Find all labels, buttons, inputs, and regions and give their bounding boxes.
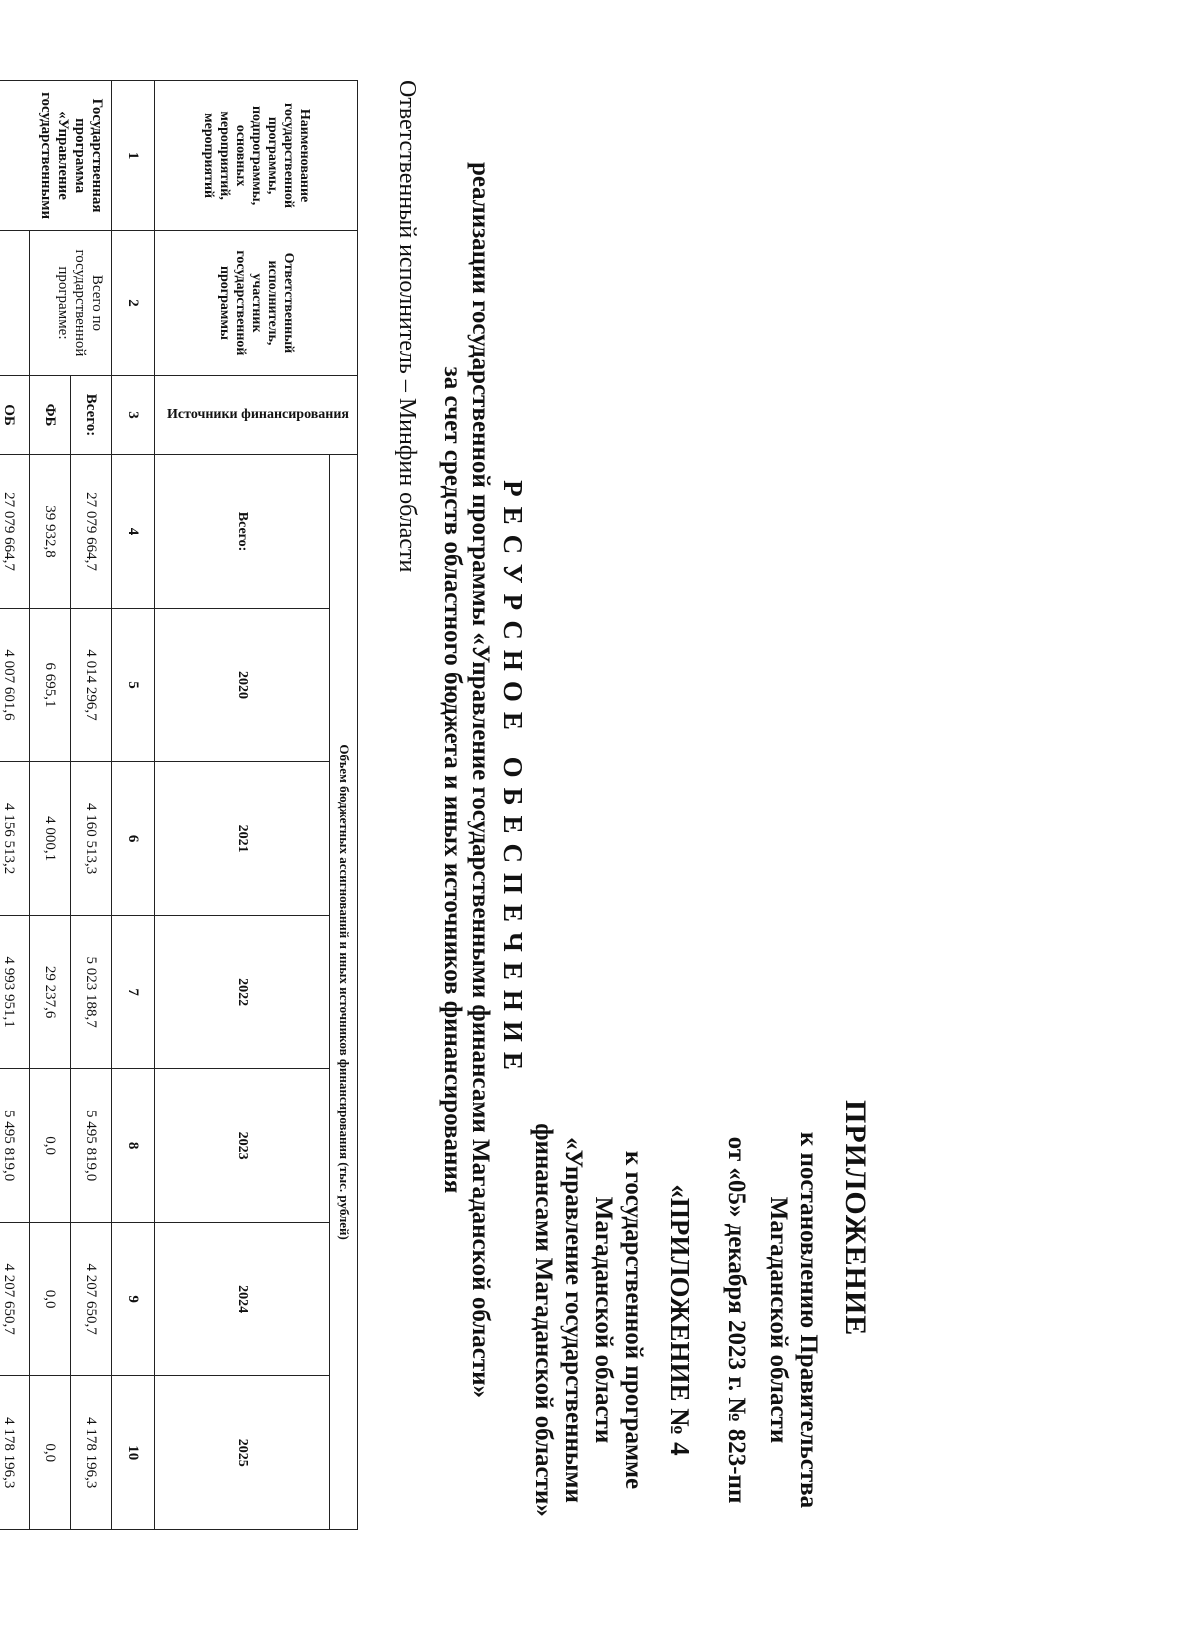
col3-header	[155, 375, 358, 455]
col-number: 9	[112, 1222, 155, 1376]
appendix-4-heading: «ПРИЛОЖЕНИЕ № 4	[665, 1184, 695, 1456]
value-cell: 27 079 664,7	[71, 455, 112, 609]
value-cell: 4 993 951,1	[0, 915, 30, 1069]
header-line-6: Магаданской области	[590, 1196, 617, 1444]
header-line-3: от «05» декабря 2023 г. № 823-пп	[723, 1136, 750, 1504]
col-number: 6	[112, 762, 155, 916]
value-cell: 4 000,1	[30, 762, 71, 916]
value-cell: 27 079 664,7	[0, 455, 30, 609]
table-row	[0, 81, 30, 1530]
source-cell: ОБ	[0, 375, 30, 455]
value-cell: 4 178 196,3	[71, 1376, 112, 1530]
year-header-2021: 2021	[155, 762, 330, 916]
col-number: 8	[112, 1069, 155, 1223]
year-header-2025: 2025	[155, 1376, 330, 1530]
value-cell: 4 156 513,2	[0, 762, 30, 916]
value-cell: 4 178 196,3	[0, 1376, 30, 1530]
value-cell: 5 495 819,0	[0, 1069, 30, 1223]
volume-header: Объем бюджетных ассигнований и иных источников финансирования (тыс. рублей)	[330, 455, 358, 1530]
value-cell: 0,0	[30, 1069, 71, 1223]
source-cell: Всего:	[71, 375, 112, 455]
header-line-2: Магаданской области	[765, 1196, 792, 1444]
value-cell: 0,0	[30, 1222, 71, 1376]
col-number: 5	[112, 608, 155, 762]
responsible-executor: Ответственный исполнитель – Минфин области	[394, 80, 420, 573]
appendix-heading: ПРИЛОЖЕНИЕ	[839, 1100, 872, 1337]
document-subtitle-2: за счет средств областного бюджета и иных источников финансирования	[439, 366, 466, 1194]
document-subtitle-1: реализации государственной программы «Управление государственными финансами Магаданской области»	[467, 161, 494, 1399]
col-number: 10	[112, 1376, 155, 1530]
col-number: 2	[112, 231, 155, 376]
value-cell: 4 160 513,3	[71, 762, 112, 916]
year-header-2024: 2024	[155, 1222, 330, 1376]
col-number: 4	[112, 455, 155, 609]
program-name-cell: Государственная программа «Управление государственными	[0, 81, 112, 231]
executor-cell: Всего по государственной программе:	[30, 231, 112, 376]
header-line-1: к постановлению Правительства	[795, 1131, 822, 1509]
value-cell: 5 495 819,0	[71, 1069, 112, 1223]
value-cell: 4 207 650,7	[71, 1222, 112, 1376]
value-cell: 0,0	[30, 1376, 71, 1530]
source-cell: ФБ	[30, 375, 71, 455]
col2-header: Ответственный исполнитель, участник государственной программы	[155, 231, 358, 376]
col-number: 1	[112, 81, 155, 231]
column-number-row	[112, 81, 155, 1530]
resource-table	[0, 80, 358, 1530]
value-cell: 4 207 650,7	[0, 1222, 30, 1376]
value-cell: 6 695,1	[30, 608, 71, 762]
document-title: РЕСУРСНОЕ ОБЕСПЕЧЕНИЕ	[498, 480, 528, 1080]
header-line-8: финансами Магаданской области»	[530, 1123, 557, 1517]
value-cell: 4 007 601,6	[0, 608, 30, 762]
table-row	[71, 81, 112, 1530]
year-header-2023: 2023	[155, 1069, 330, 1223]
col-number: 3	[112, 375, 155, 455]
year-header-total: Всего:	[155, 455, 330, 609]
executor-empty-cell	[0, 231, 30, 376]
value-cell: 29 237,6	[30, 915, 71, 1069]
year-header-2020: 2020	[155, 608, 330, 762]
col1-header: Наименование государственной программы, подпрограммы, основных мероприятий, мероприятий	[155, 81, 358, 231]
header-line-5: к государственной программе	[620, 1150, 647, 1490]
col3-header-text: Источники финансирования	[167, 407, 350, 422]
year-header-2022: 2022	[155, 915, 330, 1069]
value-cell: 5 023 188,7	[71, 915, 112, 1069]
value-cell: 4 014 296,7	[71, 608, 112, 762]
value-cell: 39 932,8	[30, 455, 71, 609]
header-line-7: «Управление государственными	[560, 1137, 587, 1503]
col-number: 7	[112, 915, 155, 1069]
